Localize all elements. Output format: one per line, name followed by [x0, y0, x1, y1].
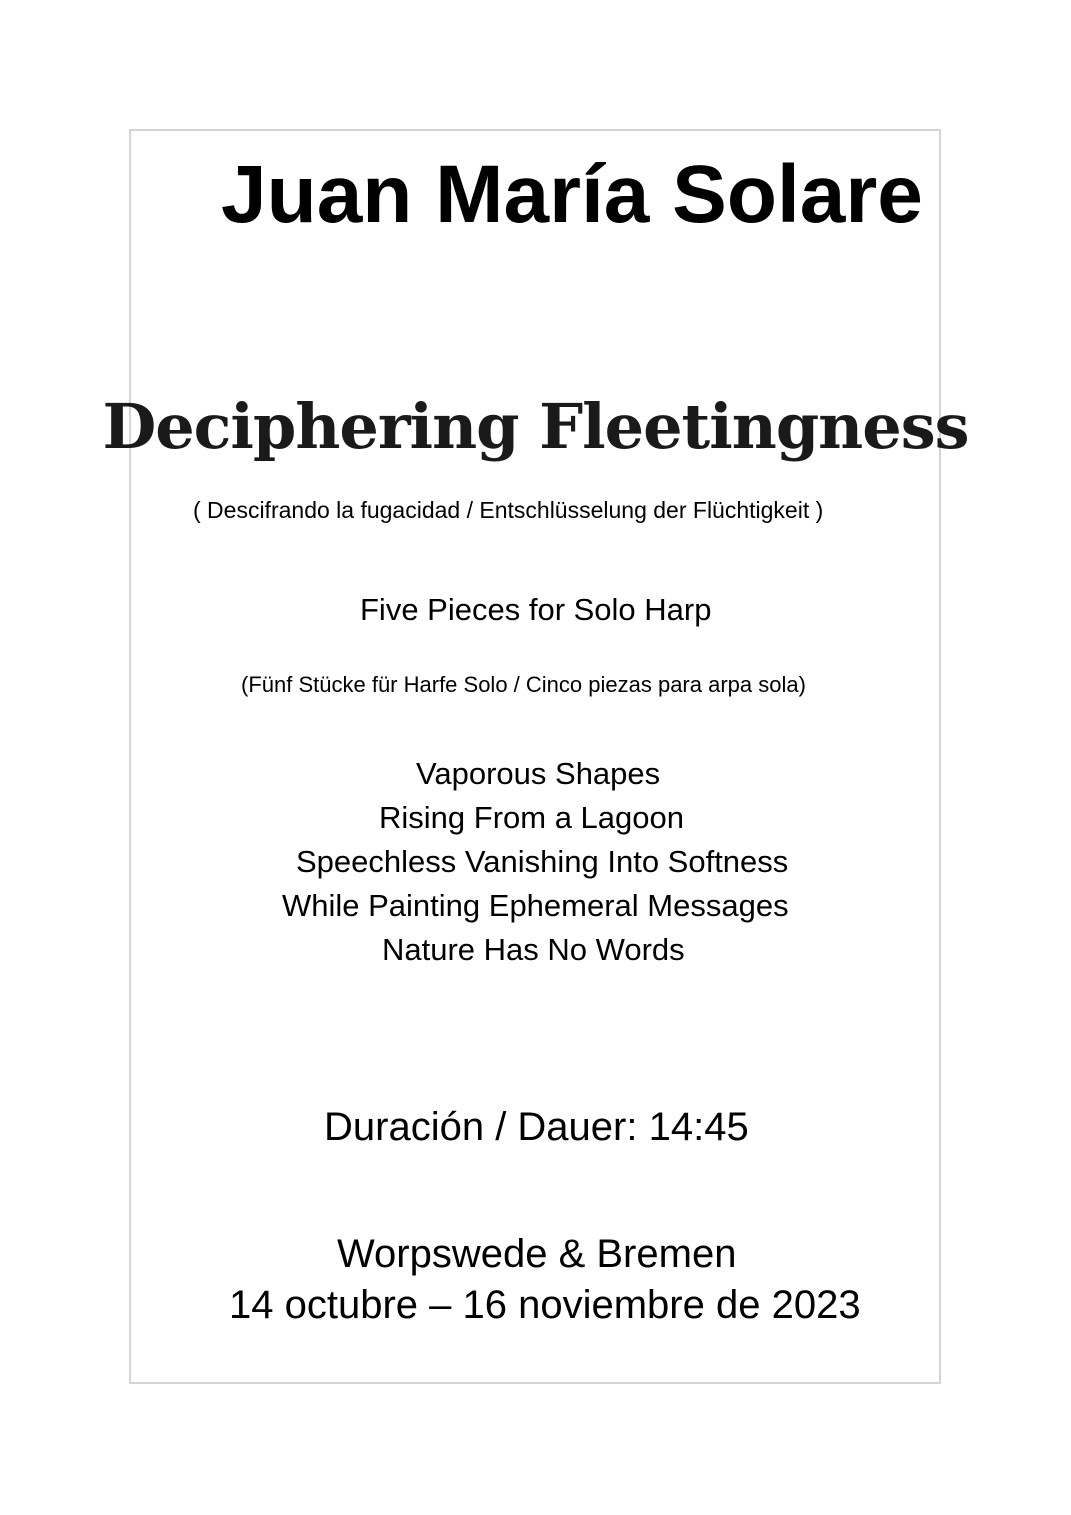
composition-place: Worpswede & Bremen [337, 1232, 737, 1276]
movement-title: Speechless Vanishing Into Softness [296, 844, 789, 879]
work-description: Five Pieces for Solo Harp [360, 592, 712, 627]
movement-title: Vaporous Shapes [416, 756, 661, 791]
movement-title: Nature Has No Words [382, 932, 685, 967]
duration: Duración / Dauer: 14:45 [324, 1105, 749, 1149]
composer-name: Juan María Solare [221, 149, 923, 240]
title-translations: ( Descifrando la fugacidad / Entschlüsselung der Flüchtigkeit ) [193, 497, 824, 523]
work-title: Deciphering Fleetingness [102, 390, 969, 463]
description-translations: (Fünf Stücke für Harfe Solo / Cinco piezas para arpa sola) [241, 672, 806, 697]
composition-dates: 14 octubre – 16 noviembre de 2023 [229, 1283, 861, 1327]
movement-title: While Painting Ephemeral Messages [282, 888, 789, 923]
movement-title: Rising From a Lagoon [379, 800, 684, 835]
